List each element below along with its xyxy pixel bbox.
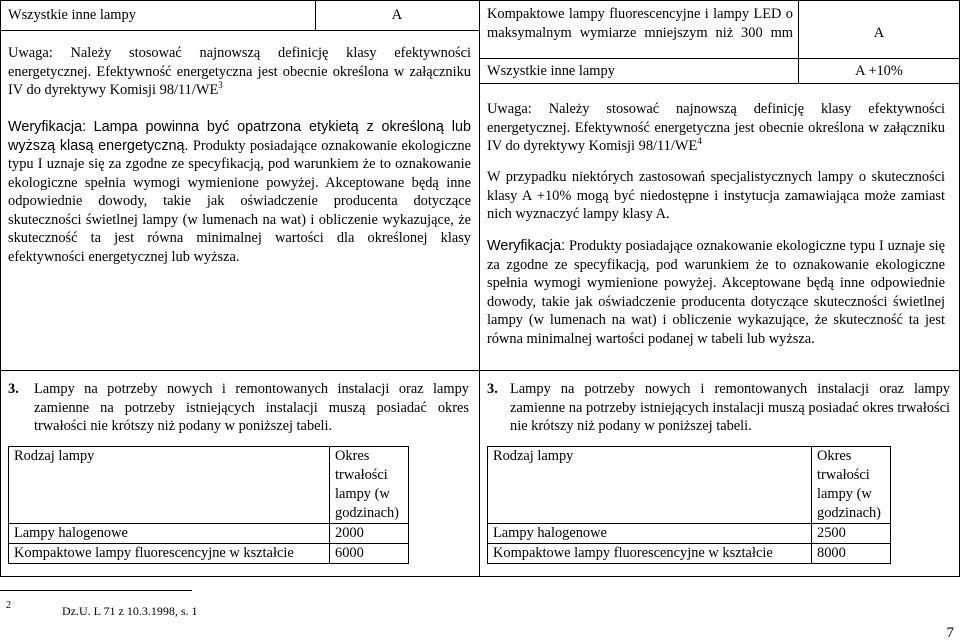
right-table-row1-hours: 2500 bbox=[812, 524, 891, 544]
table-row bbox=[9, 447, 409, 524]
left-verification-label: Weryfikacja: bbox=[8, 119, 87, 135]
footnote-separator bbox=[0, 590, 192, 591]
left-table-row2-type: Kompaktowe lampy fluorescencyjne w kształcie bbox=[9, 544, 330, 564]
left-row-label: Wszystkie inne lampy bbox=[8, 7, 136, 23]
right-item3-text: Lampy na potrzeby nowych i remontowanych instalacji oraz lampy zamienne na potrzeby istniejących instalacji muszą posiadać okres trwałości nie krótszy niż podany w poniższej tabeli. bbox=[510, 381, 950, 434]
right-lifetime-table bbox=[487, 446, 891, 564]
right-row2-label: Wszystkie inne lampy bbox=[487, 63, 615, 79]
right-table-row1-type: Lampy halogenowe bbox=[488, 524, 812, 544]
right-note-ref: 4 bbox=[697, 136, 702, 147]
left-verification bbox=[8, 118, 471, 266]
left-note-ref: 3 bbox=[218, 80, 223, 91]
left-note-text: Należy stosować najnowszą definicję klasy efektywności energetycznej. Efektywność energetyczna jest obecnie określona w załączniku IV do dyrektywy Komisji 98/11/WE bbox=[8, 45, 471, 98]
left-note bbox=[8, 44, 471, 100]
right-note bbox=[487, 100, 945, 156]
left-item3-text: Lampy na potrzeby nowych i remontowanych instalacji oraz lampy zamienne na potrzeby istniejących instalacji muszą posiadać okres trwałości nie krótszy niż podany w poniższej tabeli. bbox=[34, 381, 469, 434]
right-table-row2-hours: 8000 bbox=[812, 544, 891, 564]
left-table-row1-hours: 2000 bbox=[330, 524, 409, 544]
table-bottom-border bbox=[0, 576, 960, 577]
footnote-mark: 2 bbox=[6, 600, 11, 611]
right-table-col2-header: Okres trwałości lampy (w godzinach) bbox=[812, 447, 891, 524]
table-row bbox=[488, 524, 891, 544]
right-verification-text: Produkty posiadające oznakowanie ekologiczne typu I uznaje się za zgodne ze specyfikacją, pod warunkiem że to oznakowanie ekologiczne spełnia wymogi wymienione powyżej. Akceptowane będą inne odpowiednie dowody, takie jak oświadczenie producenta dotyczące skuteczności świetlnej lampy (w lumenach na wat) i obliczenie wykazujące, że skuteczność ta jest równa minimalnej wartości podanej w tabeli lub wyższa. bbox=[487, 238, 945, 347]
footnote-text: Dz.U. L 71 z 10.3.1998, s. 1 bbox=[62, 604, 198, 618]
left-table-row2-hours: 6000 bbox=[330, 544, 409, 564]
right-item3-number: 3. bbox=[487, 381, 498, 397]
column-divider bbox=[479, 0, 480, 576]
left-lifetime-table bbox=[8, 446, 409, 564]
left-table-col1-header: Rodzaj lampy bbox=[9, 447, 330, 524]
right-note-text: Należy stosować najnowszą definicję klasy efektywności energetycznej. Efektywność energetyczna jest obecnie określona w załączniku IV do dyrektywy Komisji 98/11/WE bbox=[487, 101, 946, 154]
table-row bbox=[9, 544, 409, 564]
table-top-border bbox=[0, 0, 960, 1]
left-table-col2-header: Okres trwałości lampy (w godzinach) bbox=[330, 447, 409, 524]
right-row1-label: Kompaktowe lampy fluorescencyjne i lampy LED o maksymalnym wymiarze mniejszym niż 300 mm bbox=[487, 6, 793, 41]
page-number: 7 bbox=[946, 625, 954, 641]
left-verification-text-2: Produkty posiadające oznakowanie ekologiczne typu I uznaje się za zgodne ze specyfikacją, pod warunkiem że to oznakowanie ekologiczne spełnia wymogi wymienione powyżej. Akceptowane będą inne odpowiednie dowody, takie jak oświadczenie producenta dotyczące skuteczności świetlnej lampy (w lumenach na wat) i obliczenie wykazujące, że skuteczność ta jest równa minimalnej wartości dla określonej klasy efektywności energetycznej lub wyższa. bbox=[8, 137, 471, 265]
table-row bbox=[9, 524, 409, 544]
left-item3-number: 3. bbox=[8, 381, 19, 397]
right-special-applications: W przypadku niektórych zastosowań specjalistycznych lampy o skuteczności klasy A +10% mogą być niedostępne i instytucja zamawiająca może zamiast nich wyznaczyć lampy klasy A. bbox=[487, 169, 945, 222]
left-note-label: Uwaga: bbox=[8, 45, 53, 61]
right-note-label: Uwaga: bbox=[487, 101, 532, 117]
right-verification-label: Weryfikacja: bbox=[487, 238, 566, 254]
right-table-col1-header: Rodzaj lampy bbox=[488, 447, 812, 524]
left-row-value: A bbox=[391, 7, 403, 23]
row-divider bbox=[0, 370, 960, 371]
left-verification-text-1: Lampa powinna być opatrzona etykietą z określoną lub wyższą klasą energetyczną. bbox=[8, 119, 471, 154]
right-verification bbox=[487, 237, 945, 348]
right-table-row2-type: Kompaktowe lampy fluorescencyjne w kształcie bbox=[488, 544, 812, 564]
table-left-border bbox=[0, 0, 1, 576]
table-row bbox=[488, 544, 891, 564]
table-row bbox=[488, 447, 891, 524]
right-row2-value: A +10% bbox=[855, 63, 903, 79]
left-table-row1-type: Lampy halogenowe bbox=[9, 524, 330, 544]
right-row1-value: A bbox=[873, 25, 885, 41]
